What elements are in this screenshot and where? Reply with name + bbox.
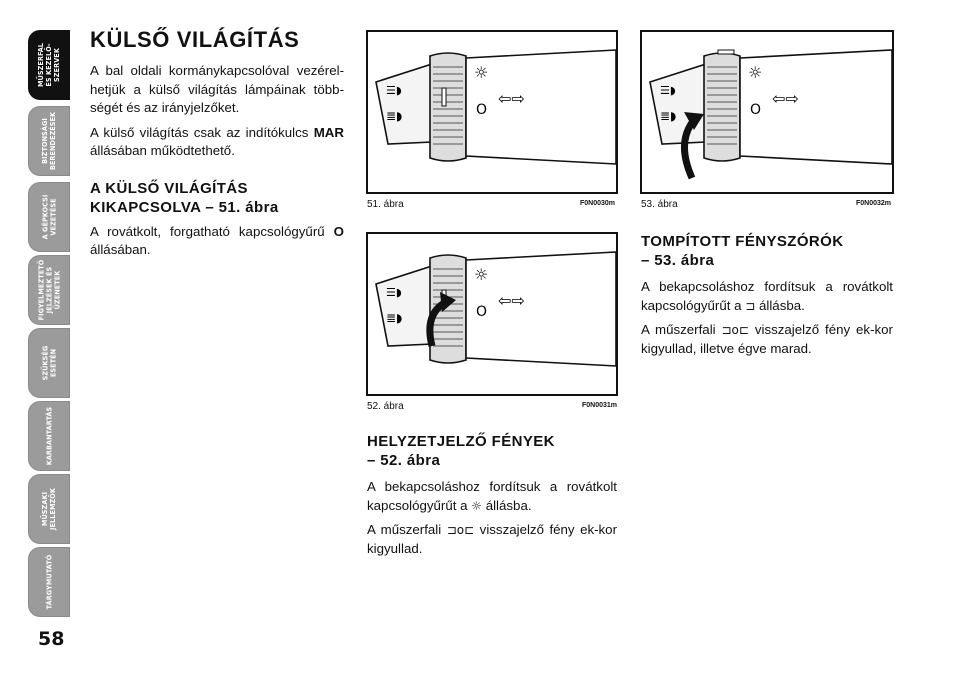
turn-signal-icon: ⇦⇨ xyxy=(498,89,525,108)
off-o-icon: O xyxy=(750,102,762,118)
figure-53-caption: 53. ábra xyxy=(641,199,678,210)
mar-paragraph: A külső világítás csak az indítókulcs MAR állásában működtethető. xyxy=(90,124,344,158)
sun-icon: ☼ xyxy=(474,265,489,284)
tab-figyelmezteto[interactable]: FIGYELMEZTETŐ JELZÉSEK ÉS ÜZENETEK xyxy=(28,255,70,325)
tab-szukseg-eseten[interactable]: SZÜKSÉG ESETÉN xyxy=(28,328,70,398)
off-o-icon: O xyxy=(476,304,488,320)
figure-52 xyxy=(366,232,618,396)
tab-muszerfal[interactable]: MŰSZERFAL ÉS KEZELŐ- SZERVEK xyxy=(28,30,70,100)
figure-51 xyxy=(366,30,618,194)
sun-icon: ☼ xyxy=(474,63,489,82)
page-title: KÜLSŐ VILÁGÍTÁS xyxy=(90,27,300,52)
section-heading-parking: HELYZETJELZŐ FÉNYEK – 52. ábra xyxy=(367,433,555,469)
turn-signal-icon: ⇦⇨ xyxy=(498,291,525,310)
tab-targymutato[interactable]: TÁRGYMUTATÓ xyxy=(28,547,70,617)
high-beam-icon: ☰◗ xyxy=(386,286,402,299)
page-number: 58 xyxy=(38,628,65,650)
stalk-switch-illustration xyxy=(642,32,892,192)
turn-signal-icon: ⇦⇨ xyxy=(772,89,799,108)
column-1 xyxy=(90,26,344,260)
tab-biztonsagi[interactable]: BIZTONSÁGI BERENDEZÉSEK xyxy=(28,106,70,176)
tab-karbantartas[interactable]: KARBANTARTÁS xyxy=(28,401,70,471)
column-2 xyxy=(367,432,617,558)
figure-52-caption: 52. ábra xyxy=(367,401,404,412)
parking-paragraph-2: A műszerfali ⊐o⊏ visszajelző fény ek-kor kigyullad. xyxy=(367,522,618,556)
figure-51-caption: 51. ábra xyxy=(367,199,404,210)
off-paragraph: A rovátkolt, forgatható kapcsológyűrű O állásában. xyxy=(90,223,344,257)
figure-53 xyxy=(640,30,894,194)
high-beam-icon: ☰◗ xyxy=(660,84,676,97)
tab-gepkocsi-vezetese[interactable]: A GÉPKOCSI VEZETÉSE xyxy=(28,182,70,252)
figure-52-code: F0N0031m xyxy=(582,402,618,409)
sun-icon: ☼ xyxy=(748,63,763,82)
low-beam-paragraph-2: A műszerfali ⊐o⊏ visszajelző fény ek-kor kigyullad, illetve égve marad. xyxy=(641,322,893,356)
section-heading-off: A KÜLSŐ VILÁGÍTÁS KIKAPCSOLVA – 51. ábra xyxy=(90,179,279,216)
off-o-icon: O xyxy=(476,102,488,118)
section-heading-low-beam: TOMPÍTOTT FÉNYSZÓRÓK – 53. ábra xyxy=(641,233,844,269)
low-beam-icon: ≣◗ xyxy=(386,109,403,123)
figure-53-code: F0N0032m xyxy=(856,200,892,207)
low-beam-icon: ≣◗ xyxy=(660,109,677,123)
stalk-switch-illustration xyxy=(368,32,616,192)
stalk-switch-illustration xyxy=(368,234,616,394)
low-beam-icon: ≣◗ xyxy=(386,311,403,325)
column-3 xyxy=(641,232,893,358)
low-beam-icon: ⊐ xyxy=(745,298,756,313)
high-beam-icon: ☰◗ xyxy=(386,84,402,97)
sun-icon: ☼ xyxy=(471,498,482,513)
parking-light-indicator-icon: ⊐o⊏ xyxy=(446,523,475,537)
parking-light-indicator-icon: ⊐o⊏ xyxy=(721,323,749,337)
tab-muszaki-jellemzok[interactable]: MŰSZAKI JELLEMZŐK xyxy=(28,474,70,544)
parking-paragraph-1: A bekapcsoláshoz fordítsuk a rovátkolt kapcsológyűrűt a ☼ állásba. xyxy=(367,479,617,513)
intro-paragraph: A bal oldali kormánykapcsolóval vezérel-hetjük a külső világítás lámpáinak több-ségét és az irányjelzőket. xyxy=(90,63,344,115)
low-beam-paragraph-1: A bekapcsoláshoz fordítsuk a rovátkolt kapcsológyűrűt a ⊐ állásba. xyxy=(641,279,893,313)
figure-51-code: F0N0030m xyxy=(580,200,616,207)
